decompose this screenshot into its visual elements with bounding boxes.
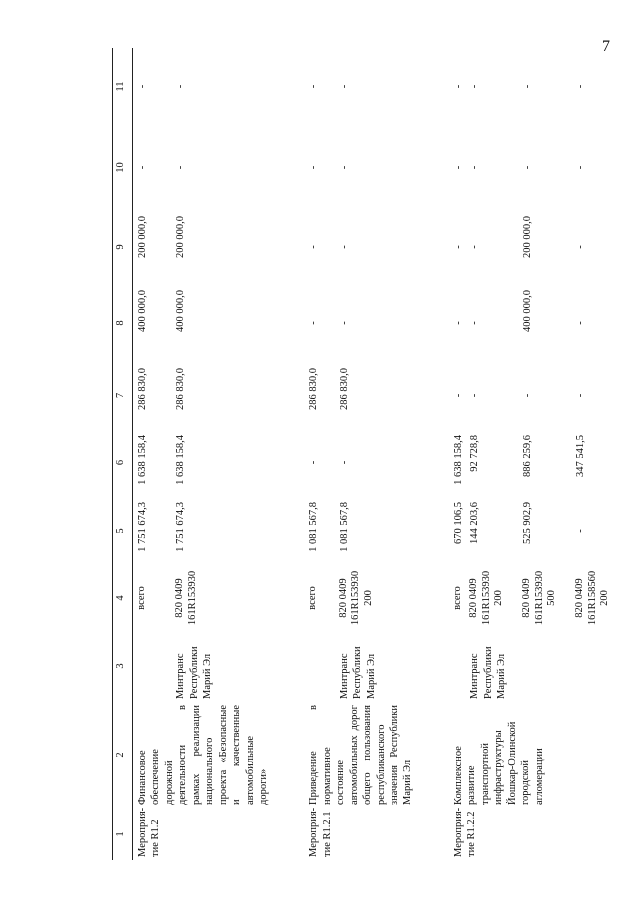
measure-id: Мероприя-тие R1.2.2 <box>452 807 478 857</box>
budget-code <box>133 566 172 630</box>
value-cell: - <box>575 84 587 89</box>
code-line: всего <box>136 586 147 610</box>
value-cell: - <box>308 245 320 249</box>
value-cell: - <box>452 165 464 170</box>
value-cell: - <box>452 84 464 89</box>
column-header: 3 <box>113 630 133 702</box>
code-line: 161R153930 <box>533 570 545 626</box>
budget-code <box>465 566 518 630</box>
value-cell: - <box>575 529 587 533</box>
column-header: 10 <box>113 125 133 210</box>
value-cell: 1 081 567,8 <box>308 502 320 552</box>
measure-name: Приведение в нормативное состояние автомобильных дорог общего пользования республиканского значения Республики Марий Эл <box>308 705 414 805</box>
value-cell: 200 000,0 <box>137 216 148 258</box>
code-line: 820 0409 <box>468 578 480 618</box>
value-cell: - <box>338 84 350 89</box>
value-cell: - <box>469 84 481 89</box>
column-header: 9 <box>113 210 133 284</box>
value-cell: - <box>452 321 464 325</box>
value-cell: - <box>137 165 148 170</box>
value-cell: - <box>338 460 350 465</box>
budget-code <box>304 566 334 630</box>
measure-id: Мероприя-тие R1.2.1 <box>308 807 333 857</box>
value-cell: 200 000,0 <box>522 216 534 258</box>
executor: Минтранс Республики Марий Эл <box>175 646 214 699</box>
value-cell: 400 000,0 <box>137 290 148 332</box>
page-number: 7 <box>602 38 610 55</box>
column-header: 2 <box>113 702 133 808</box>
value-cell: 1 081 567,8 <box>338 502 350 552</box>
column-header: 4 <box>113 566 133 630</box>
code-line: 820 0409 <box>574 578 586 618</box>
value-cell: - <box>452 245 464 249</box>
value-cell: 400 000,0 <box>522 290 534 332</box>
code-line: 200 <box>493 590 505 606</box>
code-line: 161R153930 <box>350 570 362 626</box>
value-cell: - <box>338 321 350 325</box>
value-cell: 886 259,6 <box>522 435 534 477</box>
value-cell: - <box>308 321 320 325</box>
executor <box>304 630 334 702</box>
value-cell: 286 830,0 <box>137 368 148 410</box>
table-row <box>133 48 172 860</box>
value-cell: 286 830,0 <box>308 368 320 410</box>
column-header: 1 <box>113 808 133 860</box>
code-line: 161R153930 <box>480 570 492 626</box>
executor <box>133 630 172 702</box>
code-line: 820 0409 <box>521 578 533 618</box>
budget-table <box>112 48 611 860</box>
measure-id: Мероприя-тие R1.2 <box>137 807 162 857</box>
column-header: 11 <box>113 48 133 125</box>
executor: Минтранс Республики Марий Эл <box>469 646 508 699</box>
table-row <box>304 48 334 860</box>
value-cell: 144 203,6 <box>469 502 481 544</box>
value-cell: - <box>175 84 187 89</box>
column-header: 5 <box>113 496 133 566</box>
value-cell: - <box>338 165 350 170</box>
value-cell: 92 728,8 <box>469 435 481 472</box>
measure-name: Финансовое обеспечение дорожной деятельности в рамках реализации национального проекта «Безопасные и качественные автомобильные дороги» <box>137 705 269 805</box>
value-cell: - <box>575 321 587 325</box>
executor <box>518 630 571 702</box>
value-cell: 400 000,0 <box>175 290 187 332</box>
budget-code <box>171 566 270 630</box>
code-line: 820 0409 <box>174 578 186 618</box>
value-cell: - <box>469 245 481 249</box>
value-cell: 286 830,0 <box>338 368 350 410</box>
value-cell: 525 902,9 <box>522 502 534 544</box>
value-cell: 670 106,5 <box>452 502 464 544</box>
value-cell: 1 638 158,4 <box>137 435 148 485</box>
budget-code <box>518 566 571 630</box>
value-cell: - <box>469 321 481 325</box>
code-line: 820 0409 <box>337 578 349 618</box>
value-cell: - <box>522 84 534 89</box>
rotated-table-wrapper <box>112 48 611 860</box>
value-cell: - <box>575 393 587 398</box>
value-cell: 1 638 158,4 <box>175 435 187 485</box>
executor <box>449 630 465 702</box>
table-row <box>449 48 465 860</box>
code-line: 200 <box>362 590 374 606</box>
executor <box>571 630 611 702</box>
value-cell: 1 751 674,3 <box>175 502 187 552</box>
code-line: 161R158560 <box>586 570 598 626</box>
code-line: 161R153930 <box>186 570 198 626</box>
code-line: 500 <box>546 590 558 606</box>
value-cell: - <box>308 165 320 170</box>
code-line: всего <box>307 586 319 610</box>
header-row <box>113 48 133 860</box>
budget-code <box>571 566 611 630</box>
value-cell: - <box>137 84 148 89</box>
value-cell: 1 751 674,3 <box>137 502 148 552</box>
value-cell: 1 638 158,4 <box>452 435 464 485</box>
budget-code <box>449 566 465 630</box>
value-cell: - <box>469 393 481 398</box>
executor: Минтранс Республики Марий Эл <box>338 646 377 699</box>
value-cell: - <box>338 245 350 249</box>
value-cell: - <box>308 84 320 89</box>
value-cell: 286 830,0 <box>175 368 187 410</box>
measure-name: Комплексное развитие транспортной инфраструктуры Йошкар-Олинской городской агломерации <box>452 721 545 805</box>
value-cell: - <box>175 165 187 170</box>
budget-code <box>335 566 415 630</box>
value-cell: - <box>575 245 587 249</box>
value-cell: - <box>575 165 587 170</box>
value-cell: - <box>522 165 534 170</box>
column-header: 8 <box>113 284 133 362</box>
value-cell: - <box>452 393 464 398</box>
column-header: 7 <box>113 362 133 429</box>
value-cell: - <box>522 393 534 398</box>
value-cell: - <box>469 165 481 170</box>
code-line: 200 <box>599 590 611 606</box>
column-header: 6 <box>113 429 133 496</box>
value-cell: 200 000,0 <box>175 216 187 258</box>
value-cell: 347 541,5 <box>575 435 587 477</box>
value-cell: - <box>308 460 320 465</box>
code-line: всего <box>451 586 463 610</box>
